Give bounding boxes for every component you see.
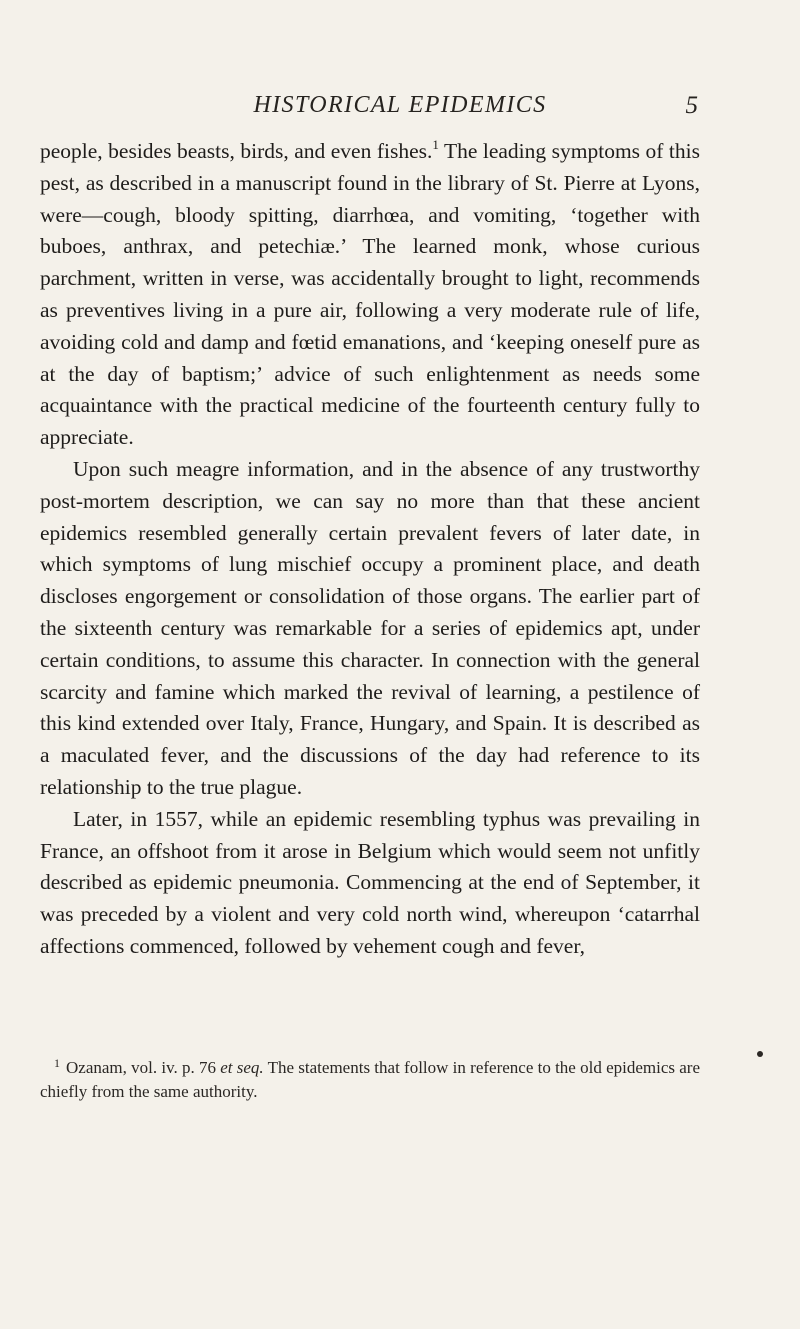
paragraph-1 [40,136,700,454]
footnote [40,1056,700,1104]
footnotes [40,1056,700,1104]
body-text [40,136,700,963]
footnote-text-start: Ozanam, vol. iv. p. 76 [66,1058,221,1077]
footnote-italic: et seq. [220,1058,264,1077]
paragraph-1-rest: The leading symptoms of this pest, as described in a manuscript found in the library of St. Pierre at Lyons, were—cough, bloody spitting, diarrhœa, and vomiting, ‘together with buboes, anthrax, and petechiæ.’ The learned monk, whose curious parchment, written in verse, was accidentally brought to light, recommends as preventives living in a pure air, following a very moderate rule of life, avoiding cold and damp and fœtid emanations, and ‘keeping oneself pure as at the day of baptism;’ advice of such enlightenment as needs some acquaintance with the practical medicine of the fourteenth century fully to appreciate. [40,139,700,450]
page-number: 5 [685,92,698,119]
running-head [40,92,760,124]
footnote-text-rest: The statements that follow in reference to the old epidemics are chiefly from the same authority. [40,1058,701,1101]
paragraph-2: Upon such meagre information, and in the absence of any trustworthy post-mortem description, we can say no more than that these ancient epidemics resembled generally certain prevalent fevers of later date, in which symptoms of lung mischief occupy a prominent place, and death discloses engorgement or consolidation of those organs. The earlier part of the sixteenth century was remarkable for a series of epidemics apt, under certain conditions, to assume this character. In connection with the general scarcity and famine which marked the revival of learning, a pestilence of this kind extended over Italy, France, Hungary, and Spain. It is described as a maculated fever, and the discussions of the day had reference to its relationship to the true plague. [40,456,700,799]
footnote-reference: 1 [432,137,439,152]
paragraph-3: Later, in 1557, while an epidemic resembling typhus was prevailing in France, an offshoot from it arose in Belgium which would seem not unfitly described as epidemic pneumonia. Commencing at the end of September, it was preceded by a violent and very cold north wind, whereupon ‘catarrhal affections commenced, followed by vehement cough and fever, [40,806,700,958]
paragraph-1-start: people, besides beasts, birds, and even fishes. [40,139,433,163]
running-title: HISTORICAL EPIDEMICS [253,92,547,118]
margin-mark [757,1051,763,1057]
footnote-marker: 1 [54,1056,60,1070]
